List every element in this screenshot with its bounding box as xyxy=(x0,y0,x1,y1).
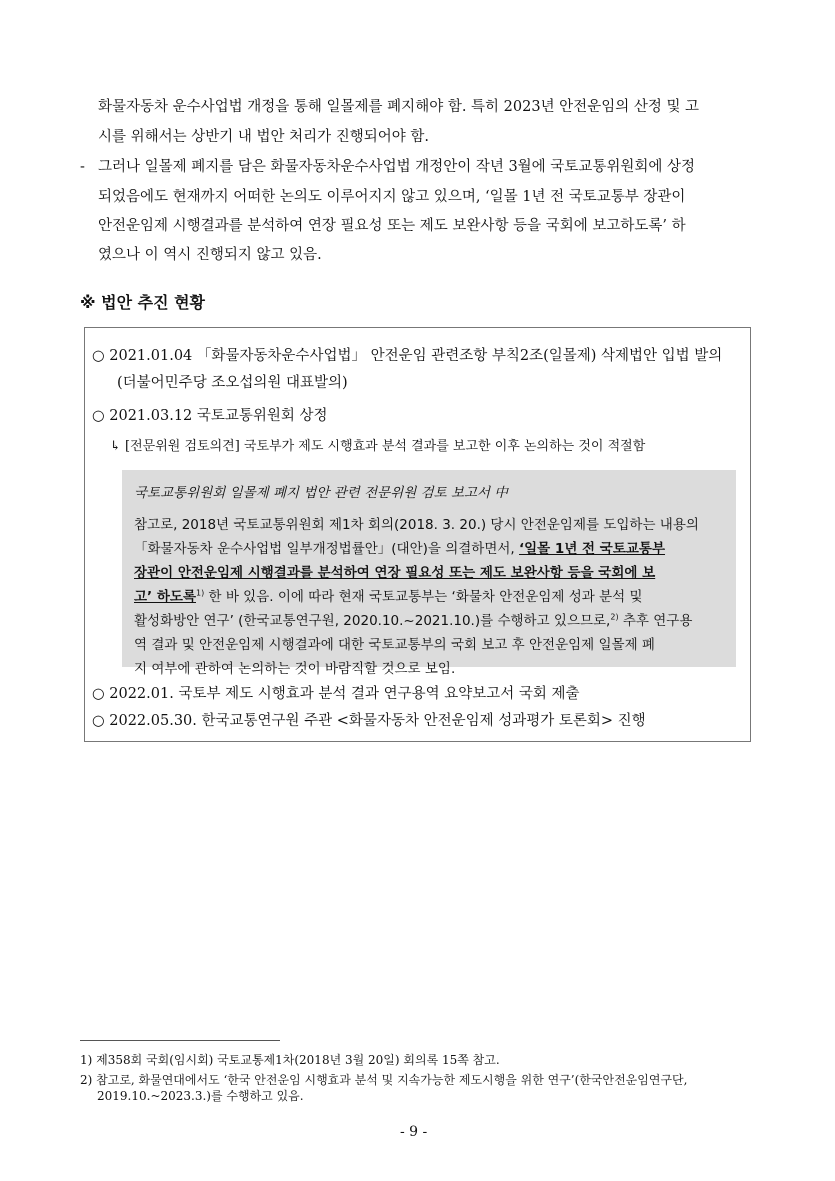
footnote-2-cont: 2019.10.~2023.3.)를 수행하고 있음. xyxy=(97,1089,304,1103)
intro-line-1: 화물자동차 운수사업법 개정을 통해 일몰제를 폐지해야 함. 특히 2023년 안전운임의 산정 및 고 xyxy=(98,99,700,115)
quote-line-6: 역 결과 및 안전운임제 시행결과에 대한 국토교통부의 국회 보고 후 안전운임제 일몰제 폐 xyxy=(134,637,655,653)
quote-line-7: 지 여부에 관하여 논의하는 것이 바람직할 것으로 보임. xyxy=(134,661,456,677)
review-opinion: ↳ [전문위원 검토의견] 국토부가 제도 시행효과 분석 결과를 보고한 이후 논의하는 것이 적절함 xyxy=(110,439,646,454)
intro-line-5: 안전운임제 시행결과를 분석하여 연장 필요성 또는 제도 보완사항 등을 국회에 보고하도록’ 하 xyxy=(98,218,686,234)
box-item-4: ○ 2022.05.30. 한국교통연구원 주관 <화물자동차 안전운임제 성과평가 토론회> 진행 xyxy=(92,713,646,729)
dash-bullet: - xyxy=(80,159,85,175)
quote-line-1: 참고로, 2018년 국토교통위원회 제1차 회의(2018. 3. 20.) 당시 안전운임제를 도입하는 내용의 xyxy=(134,517,699,533)
page-number: - 9 - xyxy=(400,1124,428,1140)
box-item-2: ○ 2021.03.12 국토교통위원회 상정 xyxy=(92,408,328,424)
box-item-1-sub: (더불어민주당 조오섭의원 대표발의) xyxy=(117,375,348,391)
footnote-1: 1) 제358회 국회(임시회) 국토교통제1차(2018년 3월 20일) 회의록 15쪽 참고. xyxy=(80,1053,500,1067)
quote-line-3: 장관이 안전운임제 시행결과를 분석하여 연장 필요성 또는 제도 보완사항 등을 국회에 보 xyxy=(134,565,656,581)
intro-line-3: 그러나 일몰제 폐지를 담은 화물자동차운수사업법 개정안이 작년 3월에 국토교통위원회에 상정 xyxy=(98,159,695,175)
section-heading: ※ 법안 추진 현황 xyxy=(80,293,206,312)
quote-title: 국토교통위원회 일몰제 폐지 법안 관련 전문위원 검토 보고서 中 xyxy=(134,485,508,501)
quote-line-4: 고’ 하도록$^{1)}$ 한 바 있음. 이에 따라 현재 국토교통부는 ‘화물차 안전운임제 성과 분석 및 xyxy=(134,588,643,605)
quote-line-2: 「화물자동차 운수사업법 일부개정법률안」(대안)을 의결하면서, ‘일몰 1년 전 국토교통부 xyxy=(134,541,666,557)
box-item-3: ○ 2022.01. 국토부 제도 시행효과 분석 결과 연구용역 요약보고서 국회 제출 xyxy=(92,686,580,702)
intro-line-6: 였으나 이 역시 진행되지 않고 있음. xyxy=(98,247,322,263)
footnote-divider xyxy=(80,1040,280,1041)
box-item-1: ○ 2021.01.04 「화물자동차운수사업법」 안전운임 관련조항 부칙2조(일몰제) 삭제법안 입법 발의 xyxy=(92,348,723,364)
quote-line-5: 활성화방안 연구’ (한국교통연구원, 2020.10.~2021.10.)를 수행하고 있으므로,$^{2)}$ 추후 연구용 xyxy=(134,612,693,629)
intro-line-2: 시를 위해서는 상반기 내 법안 처리가 진행되어야 함. xyxy=(98,129,430,145)
intro-line-4: 되었음에도 현재까지 어떠한 논의도 이루어지지 않고 있으며, ‘일몰 1년 전 국토교통부 장관이 xyxy=(98,189,686,205)
footnote-2: 2) 참고로, 화물연대에서도 ‘한국 안전운임 시행효과 분석 및 지속가능한 제도시행을 위한 연구’(한국안전운임연구단, xyxy=(80,1073,688,1087)
